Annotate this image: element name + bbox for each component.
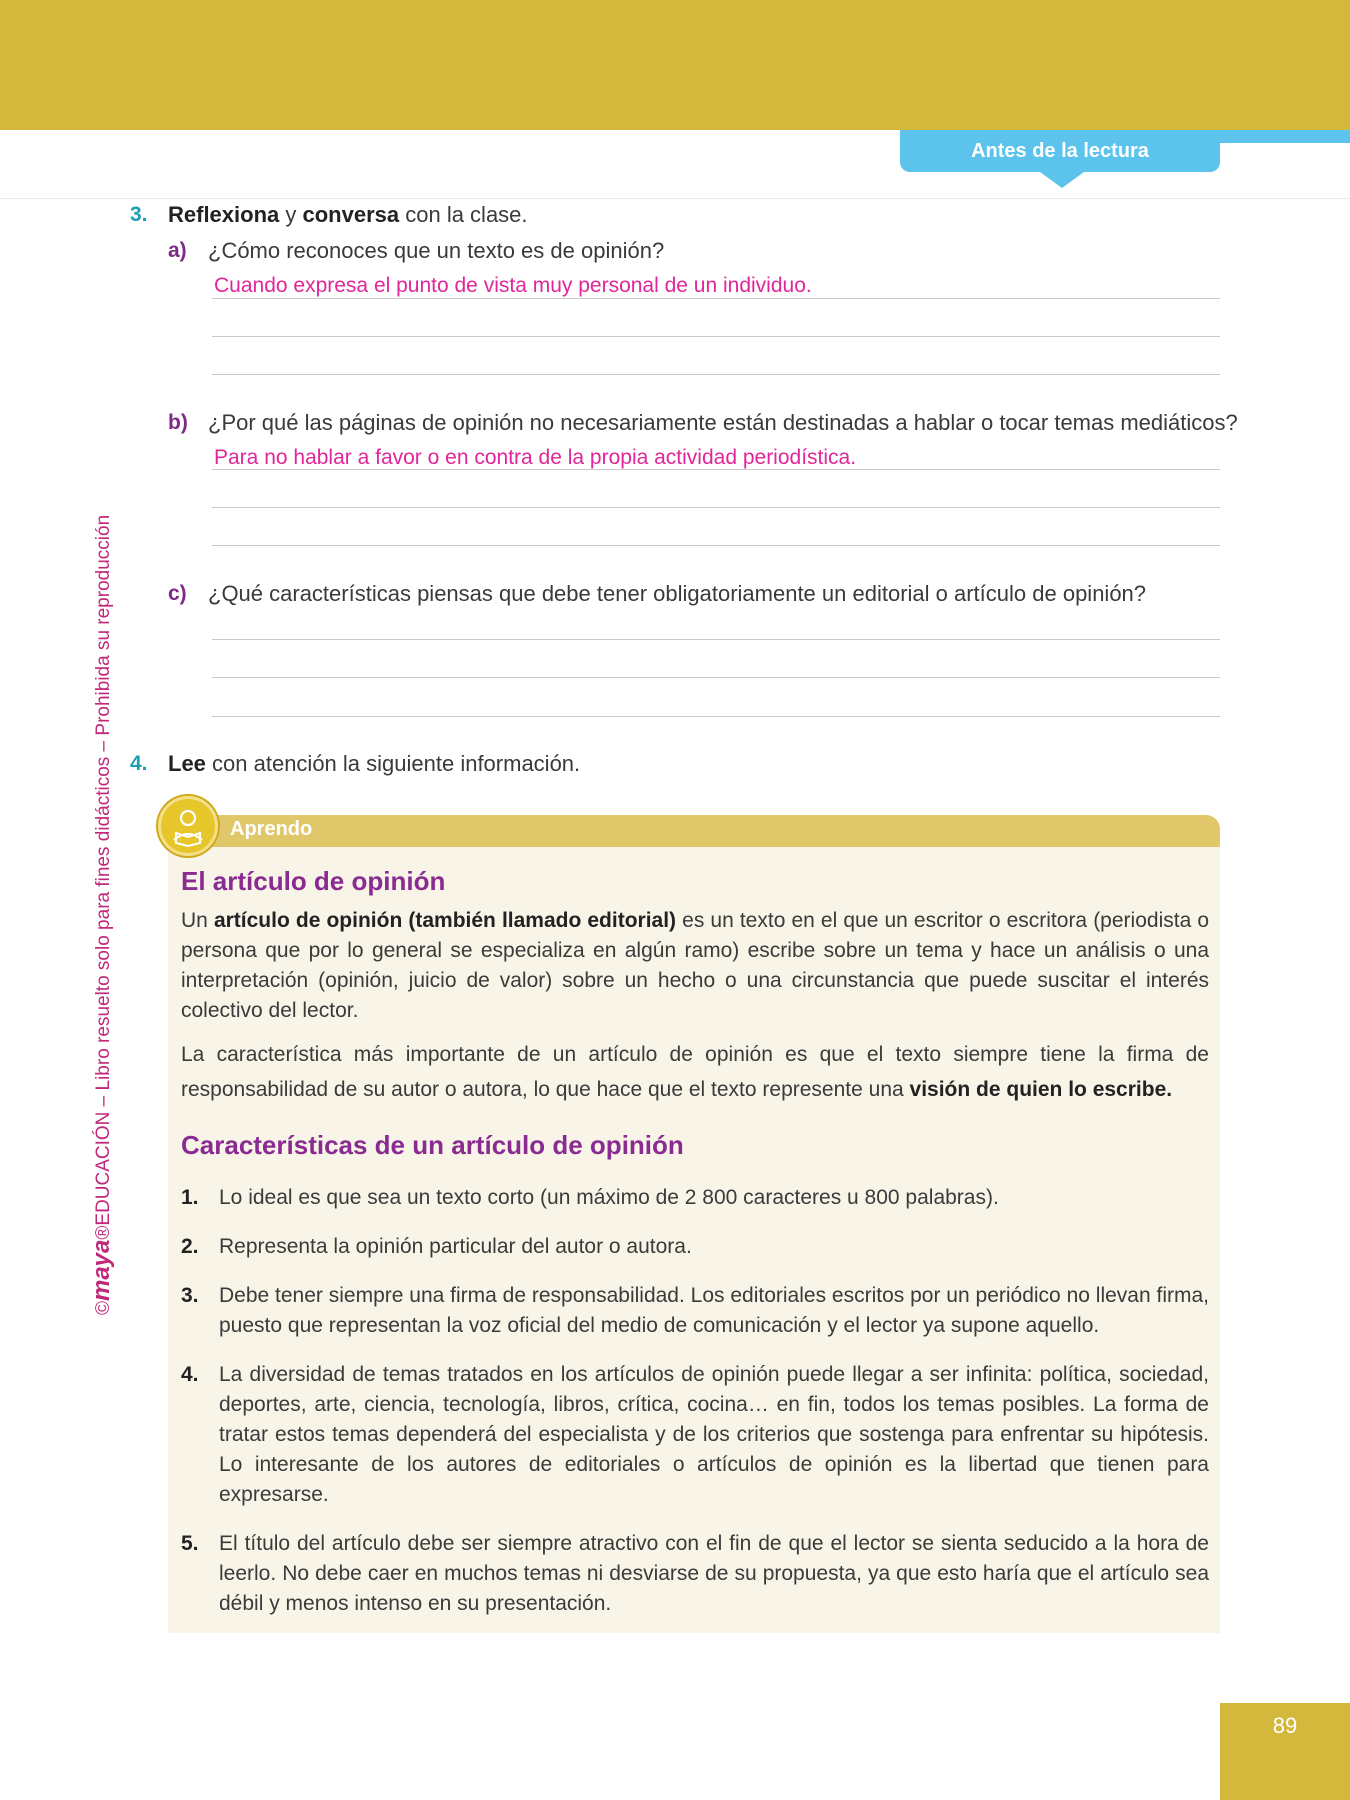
list-item — [181, 1529, 1209, 1619]
question-3a-text: ¿Cómo reconoces que un texto es de opinión? — [208, 238, 665, 263]
question-3-prompt — [168, 202, 528, 228]
list-item-text: El título del artículo debe ser siempre atractivo con el fin de que el lector se sienta seducido a la hora de leerlo. No debe caer en muchos temas ni desviarse de su propuesta, ya que esto haría que el artículo sea débil y menos intenso en su presentación. — [219, 1532, 1209, 1615]
question-3c-text: ¿Qué características piensas que debe tener obligatoriamente un editorial o artículo de opinión? — [208, 581, 1147, 606]
answer-line[interactable] — [212, 545, 1220, 546]
list-item-number: 3. — [181, 1284, 199, 1307]
question-3b-text: ¿Por qué las páginas de opinión no necesariamente están destinadas a hablar o tocar temas mediáticos? — [208, 410, 1238, 435]
characteristic-start: La característica más importante de un artículo de opinión es que el texto siempre tiene la firma de responsabilidad de su autor o autora, lo que hace que el texto represente una — [181, 1043, 1209, 1101]
header-divider — [0, 198, 1350, 199]
section-tab-rail — [1220, 130, 1350, 143]
list-item — [181, 1183, 1209, 1213]
list-item-text: La diversidad de temas tratados en los artículos de opinión puede llegar a ser infinita: política, sociedad, deportes, arte, ciencia, tecnología, libros, crítica, cocina… en fin, todos los temas posibles. La forma de tratar estos temas dependerá del especialista y de los criterios que sostenga para enfrentar su hipótesis. Lo interesante de los autores de editoriales o artículos de opinión es la libertad que tienen para expresarse. — [219, 1363, 1209, 1506]
answer-line[interactable] — [212, 298, 1220, 299]
list-item — [181, 1360, 1209, 1510]
question-3a-letter: a) — [168, 239, 187, 262]
aprendo-header — [168, 815, 1220, 847]
brand-logo: maya — [88, 1239, 115, 1301]
answer-3b[interactable]: Para no hablar a favor o en contra de la propia actividad periodística. — [214, 446, 857, 469]
answer-line[interactable] — [212, 336, 1220, 337]
aprendo-label: Aprendo — [230, 818, 313, 840]
list-item-number: 5. — [181, 1532, 199, 1555]
list-item-text: Lo ideal es que sea un texto corto (un máximo de 2 800 caracteres u 800 palabras). — [219, 1186, 999, 1209]
section-tab: Antes de la lectura — [900, 130, 1220, 172]
list-item-text: Debe tener siempre una firma de responsabilidad. Los editoriales escritos por un periódico no llevan firma, puesto que representan la voz oficial del medio de comunicación y el lector ya supone aquello. — [219, 1284, 1209, 1337]
question-3c-letter: c) — [168, 582, 187, 605]
question-3-verb-1: Reflexiona — [168, 202, 280, 227]
question-3-rest: con la clase. — [399, 202, 528, 227]
header-band — [0, 0, 1350, 130]
characteristic-emphasis: visión de quien lo escribe. — [909, 1078, 1173, 1101]
definition-start: Un — [181, 909, 214, 932]
question-4-verb: Lee — [168, 751, 206, 776]
section-title: El artículo de opinión — [181, 866, 446, 896]
copyright-text: ®EDUCACIÓN – Libro resuelto solo para fines didácticos – Prohibida su reproducción — [93, 514, 114, 1240]
answer-3a[interactable]: Cuando expresa el punto de vista muy personal de un individuo. — [214, 274, 812, 297]
answer-line[interactable] — [212, 507, 1220, 508]
copyright-symbol: © — [93, 1301, 114, 1315]
question-3b-letter: b) — [168, 411, 188, 434]
question-3-number: 3. — [130, 203, 148, 226]
list-item-number: 1. — [181, 1186, 199, 1209]
list-item — [181, 1232, 1209, 1262]
answer-line[interactable] — [212, 374, 1220, 375]
list-item-number: 4. — [181, 1363, 199, 1386]
characteristic-paragraph — [181, 1037, 1209, 1107]
question-3-verb-2: conversa — [302, 202, 400, 227]
section-tab-pointer — [1040, 172, 1084, 188]
list-item-text: Representa la opinión particular del autor o autora. — [219, 1235, 692, 1258]
list-item — [181, 1281, 1209, 1341]
copyright-sidebar — [85, 485, 119, 1315]
page-number: 89 — [1220, 1703, 1350, 1800]
question-4-number: 4. — [130, 752, 148, 775]
answer-line[interactable] — [212, 677, 1220, 678]
question-4-prompt — [168, 751, 580, 777]
list-item-number: 2. — [181, 1235, 199, 1258]
reader-icon — [158, 796, 218, 856]
section-subtitle: Características de un artículo de opinión — [181, 1130, 684, 1160]
definition-paragraph — [181, 906, 1209, 1026]
question-4-rest: con atención la siguiente información. — [205, 751, 581, 776]
answer-line[interactable] — [212, 716, 1220, 717]
answer-line[interactable] — [212, 639, 1220, 640]
definition-term: artículo de opinión (también llamado editorial) — [213, 909, 677, 932]
answer-line[interactable] — [212, 469, 1220, 470]
definition-rest: es un texto en el que un escritor o escritora (periodista o persona que por lo general se especializa en algún ramo) escribe sobre un tema y hace un análisis o una interpretación (opinión, juicio de valor) sobre un hecho o una circunstancia que puede suscitar el interés colectivo del lector. — [181, 909, 1210, 1022]
question-3-conj: y — [279, 202, 303, 227]
